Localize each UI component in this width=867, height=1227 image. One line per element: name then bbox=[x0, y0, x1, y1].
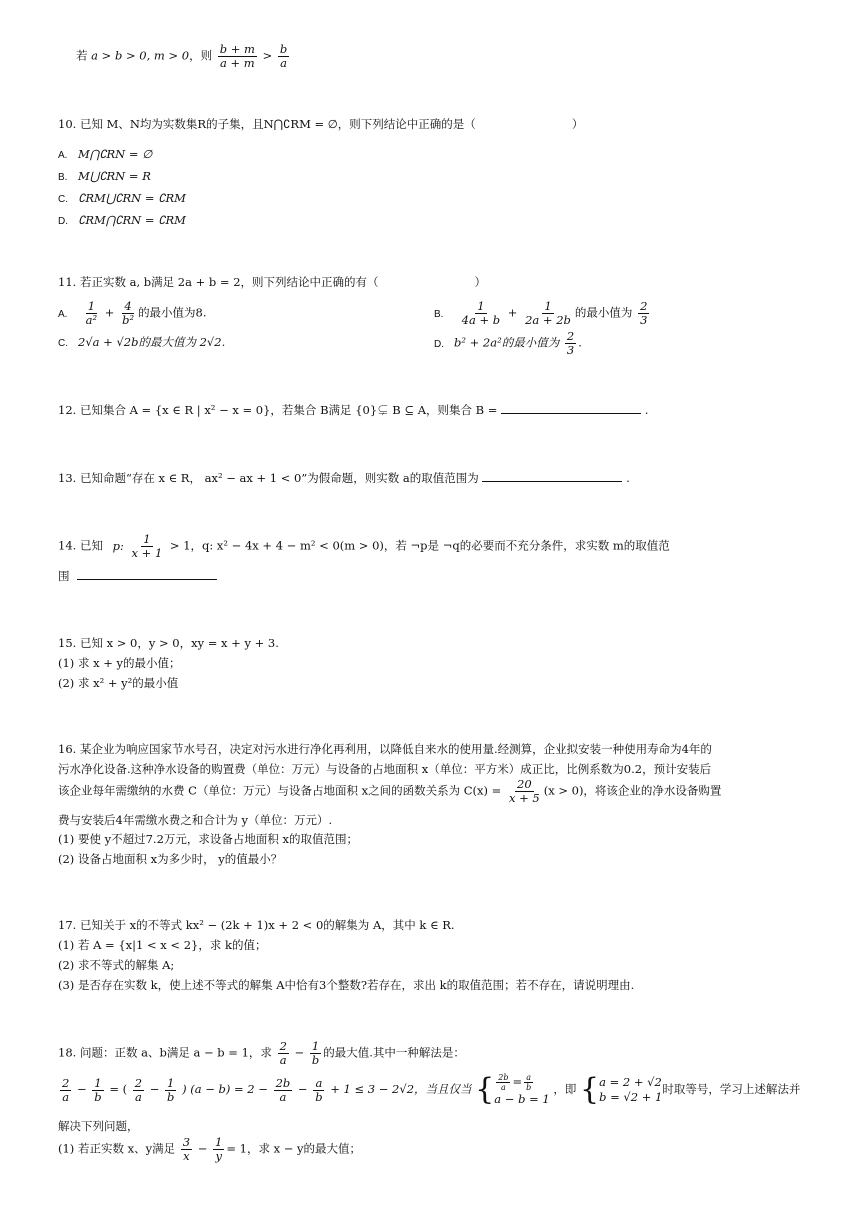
q18-line-3 bbox=[58, 1118, 139, 1134]
q11-a-text: 的最小值为8. bbox=[138, 305, 207, 320]
q14-line-2 bbox=[58, 568, 217, 584]
q18-frac-1: $\frac{2}{a}$ bbox=[279, 1039, 287, 1067]
q13-end: . bbox=[626, 471, 630, 485]
q16-line-3-pre: 该企业每年需缴纳的水费 C（单位：万元）与设备占地面积 x之间的函数关系为 C(x) = bbox=[58, 783, 502, 798]
q12-stem: 12. 已知集合 A = {x ∈ R | x² − x = 0}，若集合 B满足 {0}⊊ B ⊆ A，则集合 B = bbox=[58, 403, 498, 417]
q11-c-text: 2√a + √2b的最大值为 2√2. bbox=[78, 335, 226, 349]
q10-option-c bbox=[58, 191, 186, 205]
q14-line-1 bbox=[58, 533, 670, 560]
q11-option-c-label: C. bbox=[58, 338, 68, 349]
q16-line-2-text: 污水净化设备.这种净水设备的购置费（单位：万元）与设备的占地面积 x（单位：平方米）成正比，比例系数为0.2，预计安装后 bbox=[58, 762, 712, 776]
q18-d-frac-1: $\frac{2}{a}$ bbox=[62, 1075, 70, 1104]
q11-b-text: 的最小值为 bbox=[574, 305, 633, 320]
q11-b-frac-2: $\frac{1}{2a + 2b}$ bbox=[525, 299, 571, 327]
q17-sub-3 bbox=[58, 977, 634, 993]
q16-line-4-text: 费与安装后4年需缴水费之和合计为 y（单位：万元）. bbox=[58, 813, 333, 827]
q18-sys-frac-1: $\frac{2b}{a}$ bbox=[498, 1073, 509, 1092]
q18-d-in-frac-2: $\frac{1}{b}$ bbox=[167, 1075, 175, 1104]
q10-option-d-text: ∁RM⋂∁RN = ∁RM bbox=[78, 213, 186, 227]
q17-stem bbox=[58, 917, 455, 933]
q10-stem-text: 10. 已知 M、N均为实数集R的子集，且N⋂∁RM = ∅，则下列结论中正确的是（ bbox=[58, 117, 476, 131]
q11-b-frac-1: $\frac{1}{4a + b}$ bbox=[461, 299, 501, 327]
q10-option-b-label: B. bbox=[58, 172, 68, 183]
q18-system-2-row-2: b = √2 + 1 bbox=[599, 1090, 663, 1104]
q10-option-c-text: ∁RM⋃∁RN = ∁RM bbox=[78, 191, 186, 205]
q18-d-eq3: + 1 ≤ 3 − 2√2，当且仅当 bbox=[330, 1082, 472, 1096]
q12-end: . bbox=[644, 403, 649, 417]
q10-stem-end: ） bbox=[571, 117, 584, 131]
q16-sub-1 bbox=[58, 831, 358, 847]
q18-system-1 bbox=[494, 1073, 549, 1107]
q18-line-1 bbox=[58, 1040, 465, 1067]
q18-sys-frac-2: $\frac{a}{b}$ bbox=[526, 1073, 532, 1092]
q18-sub-1-pre: (1) 若正实数 x、y满足 bbox=[58, 1141, 176, 1156]
q14-line-2-text: 围 bbox=[58, 569, 70, 583]
q11-stem-text: 11. 若正实数 a, b满足 2a + b = 2，则下列结论中正确的有（ bbox=[58, 275, 379, 289]
q13-stem: 13. 已知命题“存在 x ∈ R， ax² − ax + 1 < 0”为假命题，则实数 a的取值范围为 bbox=[58, 471, 479, 485]
q14-answer-blank[interactable] bbox=[77, 579, 217, 580]
q18-pre: 18. 问题：正数 a、b满足 a − b = 1，求 bbox=[58, 1045, 272, 1060]
prev-text-pre: 若 bbox=[76, 48, 88, 63]
q18-sub-1-frac-1: $\frac{3}{x}$ bbox=[182, 1135, 191, 1163]
q18-post: 的最大值.其中一种解法是： bbox=[323, 1045, 465, 1060]
q16-sub-2-text: (2) 设备占地面积 x为多少时， y的值最小？ bbox=[58, 852, 283, 866]
q18-sub-1 bbox=[58, 1136, 361, 1163]
q14-p-fraction: $\frac{1}{x + 1}$ bbox=[131, 532, 163, 560]
q11-d-value: $\frac{2}{3}$ bbox=[566, 329, 575, 357]
q18-d-in-frac-1: $\frac{2}{a}$ bbox=[134, 1075, 143, 1104]
q11-option-b-label: B. bbox=[434, 308, 444, 320]
q18-sys-eq: = bbox=[512, 1074, 523, 1089]
q12 bbox=[58, 402, 648, 418]
q11-stem-end: ） bbox=[474, 275, 487, 289]
q11-b-plus: + bbox=[507, 305, 518, 320]
q16-line-4 bbox=[58, 812, 332, 828]
q14-p-label: p: bbox=[112, 538, 124, 553]
q18-d-in-minus: − bbox=[149, 1082, 160, 1096]
q18-frac-2: $\frac{1}{b}$ bbox=[311, 1039, 320, 1067]
q16-line-1 bbox=[58, 741, 712, 757]
q15-sub-2-text: (2) 求 x² + y²的最小值 bbox=[58, 676, 179, 690]
q14-pre: 14. 已知 bbox=[58, 538, 103, 553]
q18-mid: ，即 bbox=[553, 1082, 577, 1096]
q10-option-a-label: A. bbox=[58, 150, 68, 161]
q10-option-c-label: C. bbox=[58, 194, 68, 205]
q11-a-frac-1: $\frac{1}{\text{a²}}$ bbox=[85, 299, 98, 327]
q15-stem bbox=[58, 635, 279, 651]
q18-system-1-row-1 bbox=[494, 1073, 549, 1092]
q10-option-a bbox=[58, 147, 152, 161]
q18-system-1-row-2: a − b = 1 bbox=[494, 1092, 550, 1106]
q17-sub-1-text: (1) 若 A = {x|1 < x < 2}，求 k的值； bbox=[58, 938, 267, 952]
q11-option-d-label: D. bbox=[434, 338, 444, 350]
q17-sub-3-text: (3) 是否存在实数 k，使上述不等式的解集 A中恰有3个整数?若存在，求出 k的取值范围；若不存在，请说明理由. bbox=[58, 978, 635, 992]
q18-derivation bbox=[58, 1073, 800, 1107]
q11-d-text: b² + 2a²的最小值为 bbox=[454, 335, 560, 350]
prev-fraction-1: $\frac{b + m}{a + m}$ bbox=[219, 42, 255, 70]
q12-answer-blank[interactable] bbox=[501, 413, 641, 414]
q18-line-3-text: 解决下列问题， bbox=[58, 1119, 139, 1133]
q10-option-d bbox=[58, 213, 186, 227]
q16-sub-1-text: (1) 要使 y不超过7.2万元，求设备占地面积 x的取值范围； bbox=[58, 832, 359, 846]
q18-d-minus: − bbox=[76, 1082, 87, 1096]
q16-line-1-text: 16. 某企业为响应国家节水号召，决定对污水进行净化再利用，以降低自来水的使用量.经测算，企业拟安装一种使用寿命为4年的 bbox=[58, 742, 712, 756]
prev-gt: > bbox=[262, 48, 273, 63]
q18-d-eq2: ) (a − b) = 2 − bbox=[182, 1082, 268, 1096]
q18-tail: 时取等号，学习上述解法并 bbox=[662, 1082, 801, 1096]
q11-option-b bbox=[434, 300, 651, 327]
q18-sub-1-frac-2: $\frac{1}{y}$ bbox=[215, 1135, 223, 1163]
q15-sub-1 bbox=[58, 655, 181, 671]
q11-d-end: . bbox=[578, 335, 582, 350]
q18-brace-1: { bbox=[475, 1072, 495, 1107]
q11-option-d bbox=[434, 330, 582, 357]
q11-stem bbox=[58, 274, 486, 290]
q18-sub-1-post: = 1，求 x − y的最大值； bbox=[226, 1141, 362, 1156]
prev-condition: a > b > 0, m > 0 bbox=[91, 48, 190, 63]
prev-statement bbox=[76, 43, 291, 70]
q16-line-3 bbox=[58, 778, 721, 805]
q16-cost-fraction: $\frac{20}{x + 5}$ bbox=[508, 777, 540, 805]
q18-sub-1-minus: − bbox=[197, 1141, 208, 1156]
q18-minus: − bbox=[294, 1045, 305, 1060]
q17-sub-1 bbox=[58, 937, 266, 953]
q15-sub-2 bbox=[58, 675, 178, 691]
q10-option-a-text: M⋂∁RN = ∅ bbox=[78, 147, 153, 161]
q10-option-b-text: M⋃∁RN = R bbox=[78, 169, 151, 183]
q17-sub-2 bbox=[58, 957, 174, 973]
q10-option-b bbox=[58, 169, 151, 183]
q16-sub-2 bbox=[58, 851, 282, 867]
q18-d-frac-3: $\frac{2b}{a}$ bbox=[275, 1075, 291, 1104]
q16-line-2 bbox=[58, 761, 711, 777]
q18-d-eq1: = ( bbox=[109, 1082, 128, 1096]
q17-sub-2-text: (2) 求不等式的解集 A; bbox=[58, 958, 175, 972]
q11-a-frac-2: $\frac{4}{\text{b²}}$ bbox=[122, 299, 135, 327]
prev-fraction-2: $\frac{b}{a}$ bbox=[279, 42, 288, 70]
q11-a-plus: + bbox=[104, 305, 115, 320]
q18-brace-2: { bbox=[580, 1072, 600, 1107]
q18-d-frac-4: $\frac{a}{b}$ bbox=[315, 1075, 323, 1104]
q10-option-d-label: D. bbox=[58, 216, 68, 227]
q16-line-3-post: (x > 0)，将该企业的净水设备购置 bbox=[543, 783, 722, 798]
q13 bbox=[58, 470, 630, 486]
q18-d-minus-2: − bbox=[297, 1082, 308, 1096]
q15-sub-1-text: (1) 求 x + y的最小值； bbox=[58, 656, 181, 670]
q17-stem-text: 17. 已知关于 x的不等式 kx² − (2k + 1)x + 2 < 0的解集为 A，其中 k ∈ R. bbox=[58, 918, 455, 932]
q11-option-a bbox=[58, 300, 207, 327]
q13-answer-blank[interactable] bbox=[482, 481, 622, 482]
q15-stem-text: 15. 已知 x > 0，y > 0，xy = x + y + 3. bbox=[58, 636, 279, 650]
q11-option-c bbox=[58, 334, 225, 350]
prev-text-mid: ，则 bbox=[189, 48, 213, 63]
q14-p-rest: > 1，q: x² − 4x + 4 − m² < 0(m > 0)，若 ¬p是 ¬q的必要而不充分条件，求实数 m的取值范 bbox=[169, 538, 670, 553]
q11-option-a-label: A. bbox=[58, 308, 68, 320]
q18-system-2-row-1: a = 2 + √2 bbox=[599, 1075, 662, 1089]
q11-b-value: $\frac{2}{3}$ bbox=[640, 299, 648, 327]
q10-stem bbox=[58, 116, 583, 132]
q18-d-frac-2: $\frac{1}{b}$ bbox=[94, 1075, 102, 1104]
q18-system-2 bbox=[599, 1075, 662, 1105]
